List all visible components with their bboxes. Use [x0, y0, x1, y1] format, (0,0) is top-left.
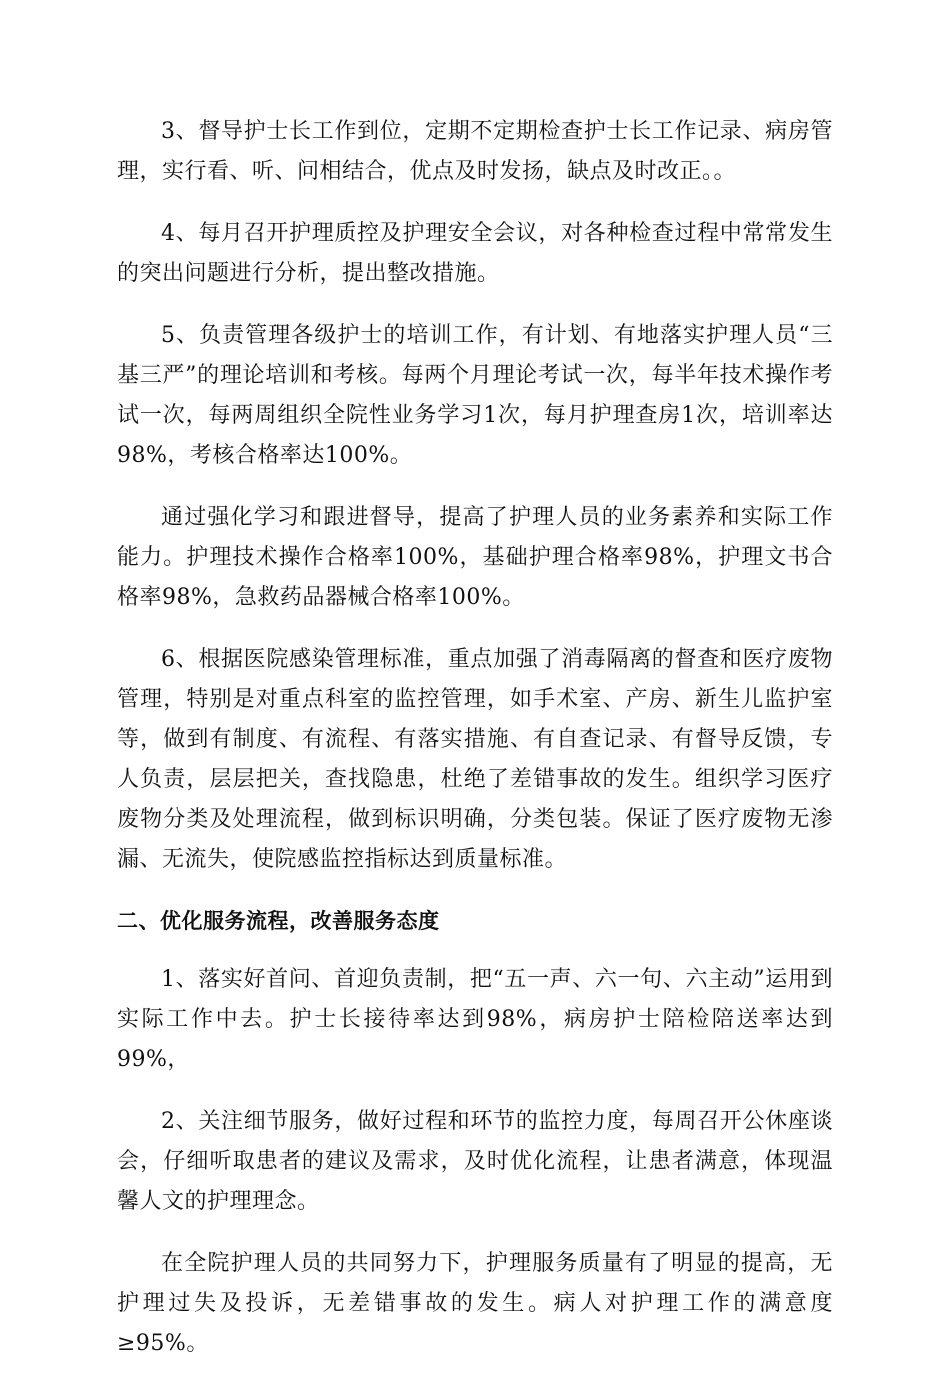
paragraph-supervise-head-nurse: 3、督导护士长工作到位，定期不定期检查护士长工作记录、病房管理，实行看、听、问相结合，优点及时发扬，缺点及时改正。。: [117, 119, 833, 184]
paragraph-monthly-meeting: 4、每月召开护理质控及护理安全会议，对各种检查过程中常常发生的突出问题进行分析，提出整改措施。: [117, 221, 833, 286]
document-body: [117, 112, 833, 1386]
section-heading-service: 二、优化服务流程，改善服务态度: [117, 909, 440, 933]
paragraph-training-results: 通过强化学习和跟进督导，提高了护理人员的业务素养和实际工作能力。护理技术操作合格率100%，基础护理合格率98%，护理文书合格率98%，急救药品器械合格率100%。: [117, 505, 833, 610]
paragraph-first-inquiry: 1、落实好首问、首迎负责制，把“五一声、六一句、六主动”运用到实际工作中去。护士长接待率达到98%，病房护士陪检陪送率达到99%，: [117, 967, 833, 1072]
paragraph-infection-control: 6、根据医院感染管理标准，重点加强了消毒隔离的督查和医疗废物管理，特别是对重点科室的监控管理，如手术室、产房、新生儿监护室等，做到有制度、有流程、有落实措施、有自查记录、有督导反馈，专人负责，层层把关，查找隐患，杜绝了差错事故的发生。组织学习医疗废物分类及处理流程，做到标识明确，分类包装。保证了医疗废物无渗漏、无流失，使院感监控指标达到质量标准。: [117, 647, 833, 872]
paragraph-summary: 在全院护理人员的共同努力下，护理服务质量有了明显的提高，无护理过失及投诉，无差错事故的发生。病人对护理工作的满意度≥95%。: [117, 1251, 833, 1356]
paragraph-training: 5、负责管理各级护士的培训工作，有计划、有地落实护理人员“三基三严”的理论培训和考核。每两个月理论考试一次，每半年技术操作考试一次，每两周组织全院性业务学习1次，每月护理查房1次，培训率达98%，考核合格率达100%。: [117, 323, 833, 468]
paragraph-detail-service: 2、关注细节服务，做好过程和环节的监控力度，每周召开公休座谈会，仔细听取患者的建议及需求，及时优化流程，让患者满意，体现温馨人文的护理理念。: [117, 1109, 833, 1214]
